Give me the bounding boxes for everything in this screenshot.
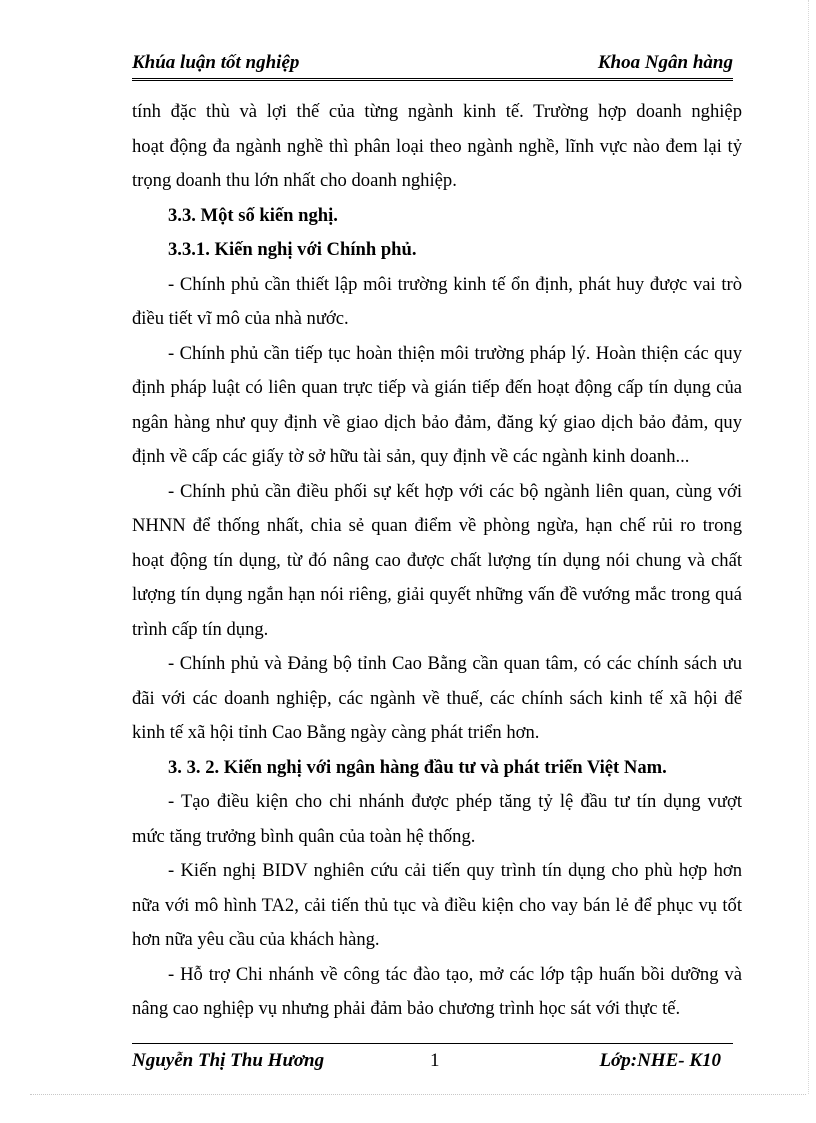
paragraph-line: - Tạo điều kiện cho chi nhánh được phép tăng tỷ lệ đầu tư tín dụng vượt (168, 791, 742, 812)
page-boundary-horizontal (30, 1094, 806, 1095)
paragraph-line: - Chính phủ và Đảng bộ tỉnh Cao Bằng cần quan tâm, có các chính sách ưu (168, 653, 742, 674)
paragraph-line: định về cấp các giấy tờ sở hữu tài sản, quy định về các ngành kinh doanh... (132, 446, 690, 467)
section-heading: 3.3. Một số kiến nghị. (168, 204, 338, 226)
page-header (132, 52, 733, 81)
paragraph-line: định pháp luật có liên quan trực tiếp và gián tiếp đến hoạt động cấp tín dụng của (132, 377, 742, 398)
page-number: 1 (430, 1050, 440, 1071)
header-title: Khúa luận tốt nghiệp (132, 52, 300, 73)
paragraph-line: - Kiến nghị BIDV nghiên cứu cải tiến quy trình tín dụng cho phù hợp hơn (168, 860, 742, 881)
paragraph-line: - Hỗ trợ Chi nhánh về công tác đào tạo, mở các lớp tập huấn bồi dưỡng và (168, 963, 742, 985)
paragraph-line: ngân hàng như quy định về giao dịch bảo đảm, đăng ký giao dịch bảo đảm, quy (132, 411, 742, 433)
paragraph-line: đãi với các doanh nghiệp, các ngành về thuế, các chính sách kinh tế xã hội để (132, 687, 742, 709)
paragraph-line: mức tăng trưởng bình quân của toàn hệ thống. (132, 825, 476, 847)
paragraph-line: hoạt động tín dụng, từ đó nâng cao được chất lượng tín dụng nói chung và chất (132, 549, 742, 571)
paragraph-line: trọng doanh thu lớn nhất cho doanh nghiệp. (132, 170, 457, 191)
footer-class: Lớp:NHE- K10 (599, 1050, 721, 1071)
paragraph-line: kinh tế xã hội tỉnh Cao Bằng ngày càng phát triển hơn. (132, 722, 540, 743)
paragraph-line: - Chính phủ cần thiết lập môi trường kinh tế ổn định, phát huy được vai trò (168, 273, 742, 295)
paragraph-line: hơn nữa yêu cầu của khách hàng. (132, 929, 380, 950)
paragraph-line: tính đặc thù và lợi thế của từng ngành kinh tế. Trường hợp doanh nghiệp (132, 101, 742, 122)
paragraph-line: điều tiết vĩ mô của nhà nước. (132, 308, 349, 329)
paragraph-line: NHNN để thống nhất, chia sẻ quan điểm về phòng ngừa, hạn chế rủi ro trong (132, 515, 742, 536)
footer-author: Nguyễn Thị Thu Hương (132, 1050, 325, 1071)
paragraph-line: nâng cao nghiệp vụ nhưng phải đảm bảo chương trình học sát với thực tế. (132, 998, 681, 1019)
page-footer (132, 1050, 733, 1076)
subsection-heading: 3. 3. 2. Kiến nghị với ngân hàng đầu tư và phát triển Việt Nam. (168, 756, 667, 778)
paragraph-line: trình cấp tín dụng. (132, 618, 269, 640)
paragraph-line: lượng tín dụng ngắn hạn nói riêng, giải quyết những vấn đề vướng mắc trong quá (132, 584, 742, 605)
paragraph-line: hoạt động đa ngành nghề thì phân loại theo ngành nghề, lĩnh vực nào đem lại tỷ (132, 135, 742, 157)
subsection-heading: 3.3.1. Kiến nghị với Chính phủ. (168, 239, 417, 260)
paragraph-line: - Chính phủ cần điều phối sự kết hợp với các bộ ngành liên quan, cùng với (168, 480, 742, 502)
page-boundary-vertical (808, 0, 809, 1094)
paragraph-line: - Chính phủ cần tiếp tục hoàn thiện môi trường pháp lý. Hoàn thiện các quy (168, 342, 742, 364)
header-department: Khoa Ngân hàng (597, 52, 733, 73)
footer-divider (132, 1043, 733, 1044)
paragraph-line: nữa với mô hình TA2, cải tiến thủ tục và điều kiện cho vay bán lẻ để phục vụ tốt (132, 894, 742, 916)
document-body (132, 95, 742, 1027)
